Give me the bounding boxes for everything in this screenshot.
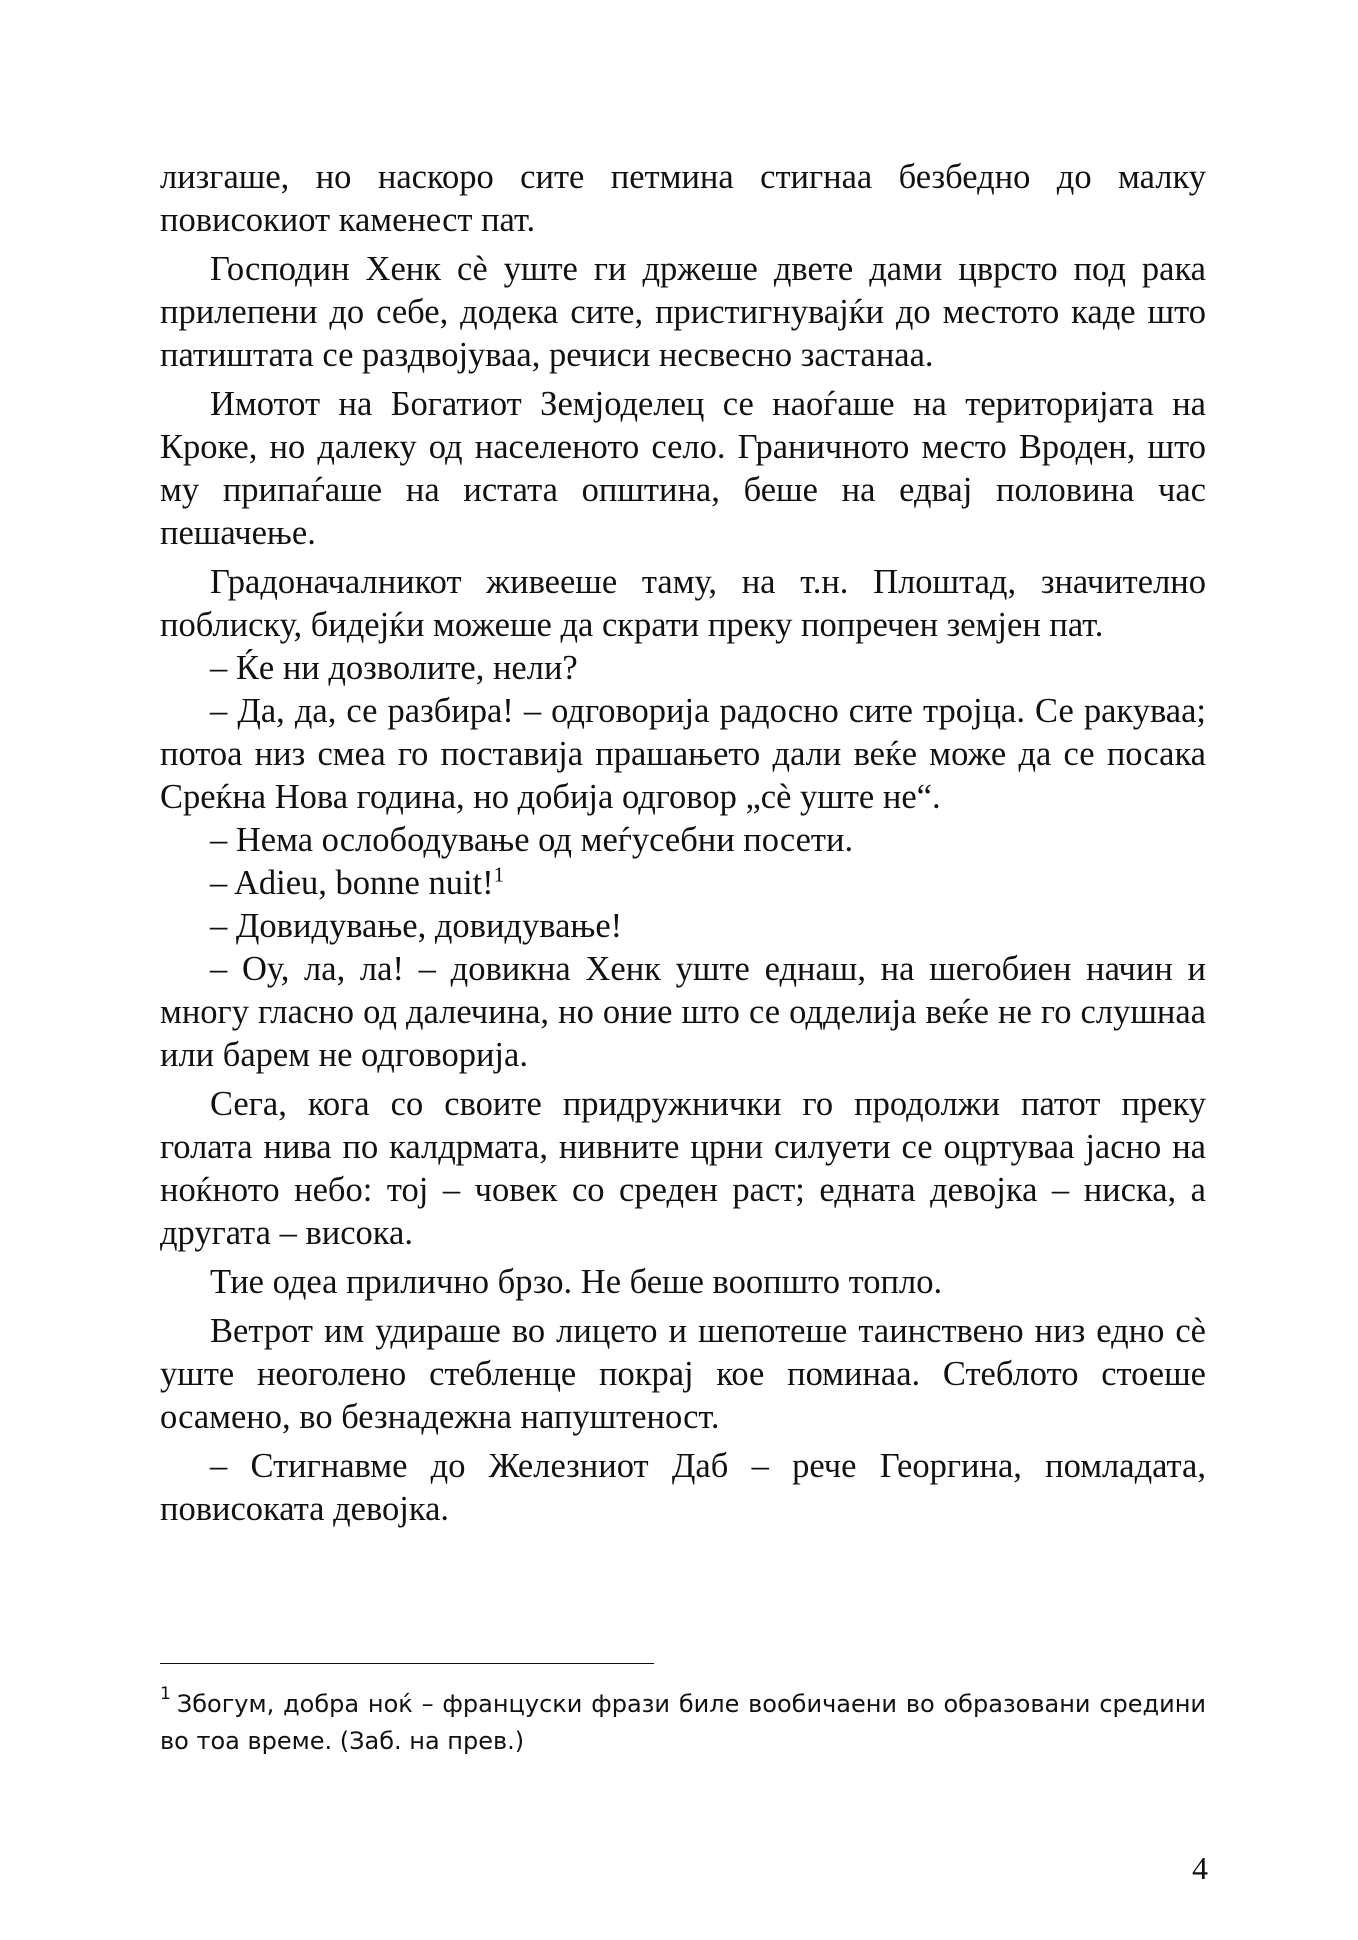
footnote-reference: 1 [493,862,505,887]
paragraph: Градоначалникот живееше таму, на т.н. Плоштад, значително поблиску, бидејќи можеше да скрати преку попречен земјен пат. [160,563,1206,644]
paragraph: Имотот на Богатиот Земјоделец се наоѓаше на територијата на Кроке, но далеку од населеното село. Граничното место Вроден, што му припаѓаше на истата општина, беше на едвај половина час пешачење. [160,385,1206,552]
paragraph: – Стигнавме до Железниот Даб – рече Георгина, помладата, повисоката девојка. [160,1447,1206,1528]
dialogue-line [160,862,1206,905]
dialogue-line: – Да, да, се разбира! – одговорија радосно сите тројца. Се ракуваа; потоа низ смеа го поставија прашањето дали веќе може да се посака Среќна Нова година, но добија одговор „сѐ уште не“. [160,692,1206,816]
paragraph: Господин Хенк сѐ уште ги држеше двете дами цврсто под рака прилепени до себе, додека сите, пристигнувајќи до местото каде што патиштата се раздвојуваа, речиси несвесно застанаа. [160,250,1206,374]
body-text [160,156,1206,1537]
paragraph: Ветрот им удираше во лицето и шепотеше таинствено низ едно сѐ уште неоголено стебленце покрај кое поминаа. Стеблото стоеше осамено, во безнадежна напуштеност. [160,1312,1206,1436]
footnote-number: 1 [160,1684,171,1704]
dialogue-line: – Нема ослободување од меѓусебни посети. [210,821,854,859]
dialogue-line: – Ќе ни дозволите, нели? [210,649,578,687]
footnote [160,1686,1206,1760]
dialogue-text: – Adieu, bonne nuit! [210,864,494,902]
page-number: 4 [1192,1850,1208,1886]
paragraph: Тие одеа прилично брзо. Не беше воопшто топло. [210,1263,943,1301]
footnote-text: Збогум, добра ноќ – француски фрази биле вообичаени во образовани средини во тоа време. (Заб. на прев.) [160,1690,1206,1755]
dialogue-line: – Довидување, довидување! [210,907,623,945]
paragraph: – Оу, ла, ла! – довикна Хенк уште еднаш, на шегобиен начин и многу гласно од далечина, но оние што се одделија веќе не го слушнаа или барем не одговорија. [160,950,1206,1074]
paragraph: Сега, кога со своите придружнички го продолжи патот преку голата нива по калдрмата, нивните црни силуети се оцртуваа јасно на ноќното небо: тој – човек со среден раст; едната девојка – ниска, а другата – висока. [160,1085,1206,1252]
footnote-divider [160,1663,654,1664]
paragraph: лизгаше, но наскоро сите петмина стигнаа безбедно до малку повисокиот каменест пат. [160,158,1206,239]
